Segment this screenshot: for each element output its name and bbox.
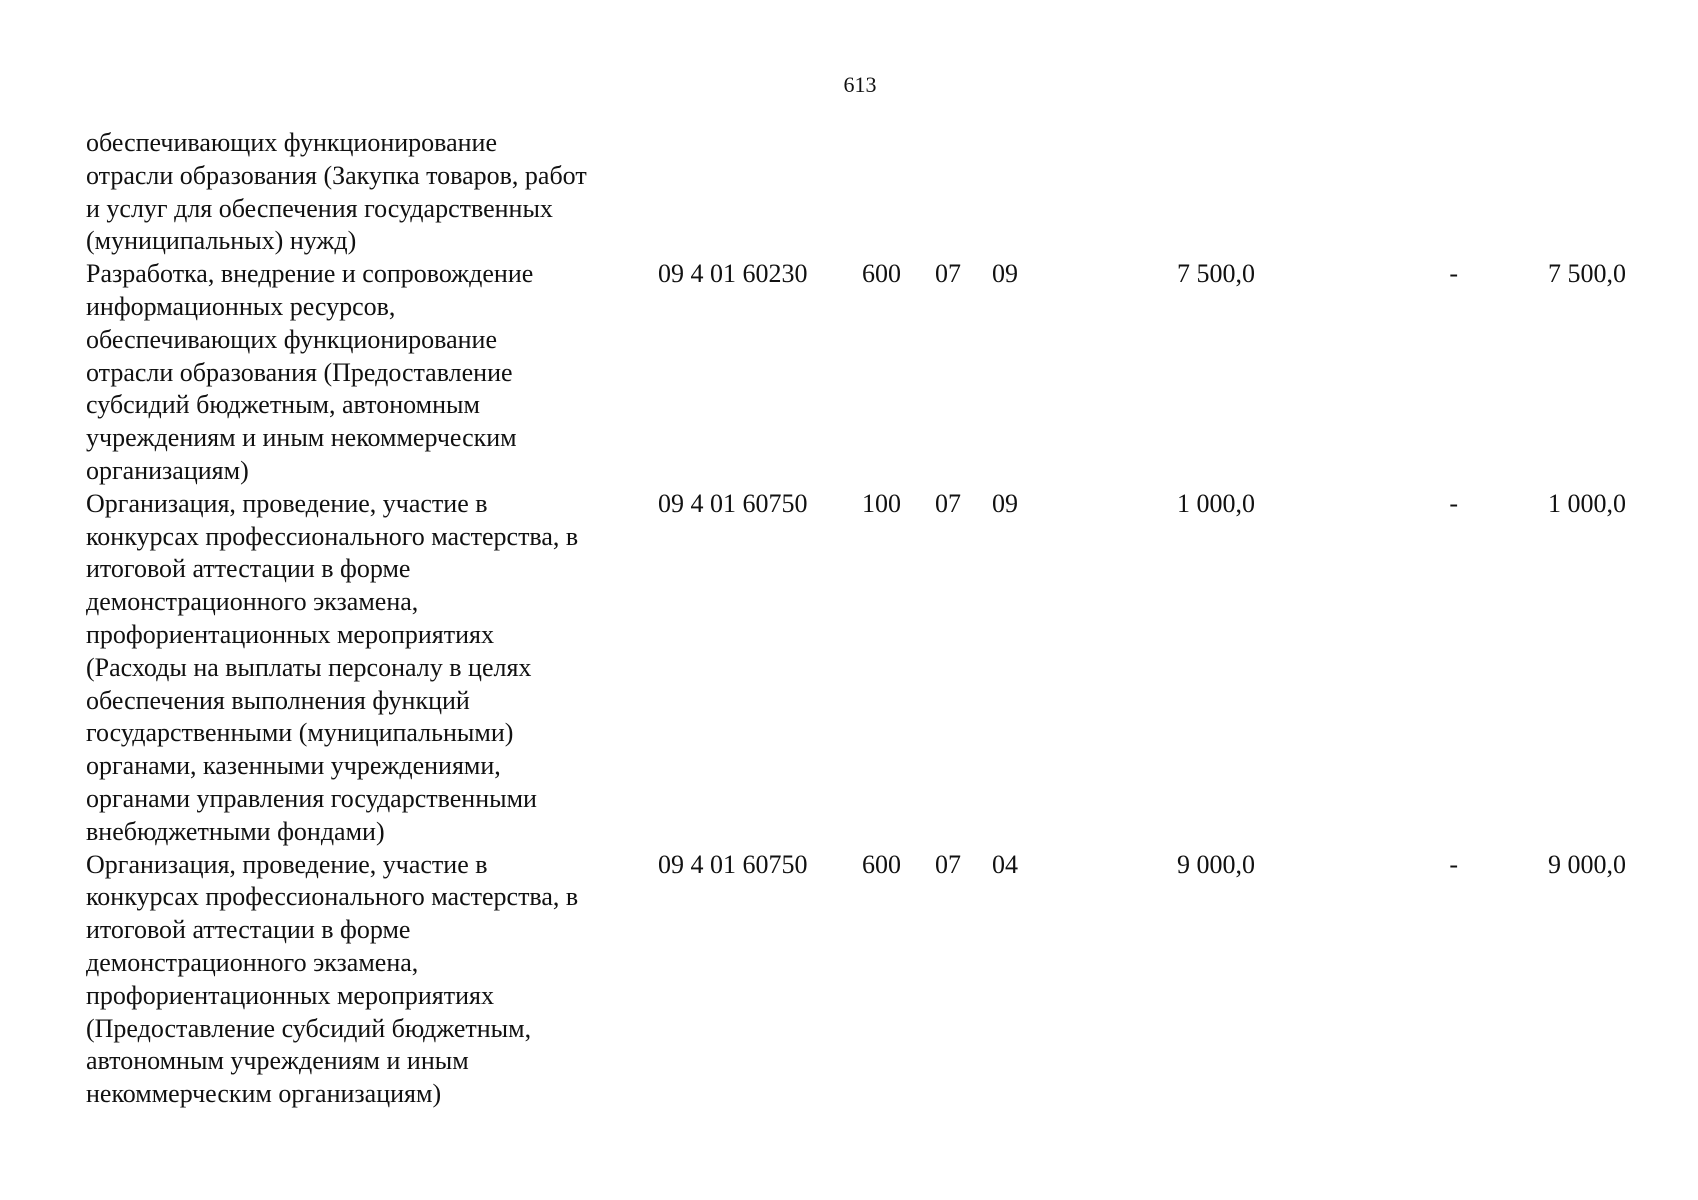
amount-2: -	[1449, 488, 1458, 518]
target-article-code: 09 4 01 60750	[658, 849, 808, 879]
section-code: 07	[935, 259, 961, 289]
table-row	[86, 488, 1626, 849]
row-description: Организация, проведение, участие в конкурсах профессионального мастерства, в итоговой аттестации в форме демонстрационного экзамена, профориентационных мероприятиях (Расходы на выплаты персоналу в целях обеспечения выполнения функций государственными (муниципальными) органами, казенными учреждениями, органами управления государственными внебюджетными фондами)	[86, 488, 579, 846]
budget-table	[86, 127, 1626, 1111]
section-code: 07	[935, 488, 961, 518]
amount-1: 1 000,0	[1177, 488, 1255, 518]
table-row	[86, 127, 1626, 258]
amount-3: 1 000,0	[1548, 488, 1626, 518]
amount-2: -	[1449, 849, 1458, 879]
expense-type-code: 600	[862, 849, 901, 879]
table-row	[86, 258, 1626, 488]
target-article-code: 09 4 01 60750	[658, 488, 808, 518]
row-description: Разработка, внедрение и сопровождение информационных ресурсов, обеспечивающих функционирование отрасли образования (Предоставление субсидий бюджетным, автономным учреждениям и иным некоммерческим организациям)	[86, 259, 534, 485]
amount-1: 9 000,0	[1177, 849, 1255, 879]
subsection-code: 09	[992, 259, 1018, 289]
subsection-code: 09	[992, 488, 1018, 518]
amount-3: 9 000,0	[1548, 849, 1626, 879]
row-description: обеспечивающих функционирование отрасли образования (Закупка товаров, работ и услуг для обеспечения государственных (муниципальных) нужд)	[86, 128, 587, 256]
section-code: 07	[935, 849, 961, 879]
amount-2: -	[1449, 259, 1458, 289]
row-description: Организация, проведение, участие в конкурсах профессионального мастерства, в итоговой аттестации в форме демонстрационного экзамена, профориентационных мероприятиях (Предоставление субсидий бюджетным, автономным учреждениям и иным некоммерческим организациям)	[86, 849, 579, 1109]
subsection-code: 04	[992, 849, 1018, 879]
expense-type-code: 600	[862, 259, 901, 289]
page-number: 613	[843, 72, 877, 97]
expense-type-code: 100	[862, 488, 901, 518]
table-row	[86, 849, 1626, 1111]
target-article-code: 09 4 01 60230	[658, 259, 808, 289]
amount-3: 7 500,0	[1548, 259, 1626, 289]
amount-1: 7 500,0	[1177, 259, 1255, 289]
